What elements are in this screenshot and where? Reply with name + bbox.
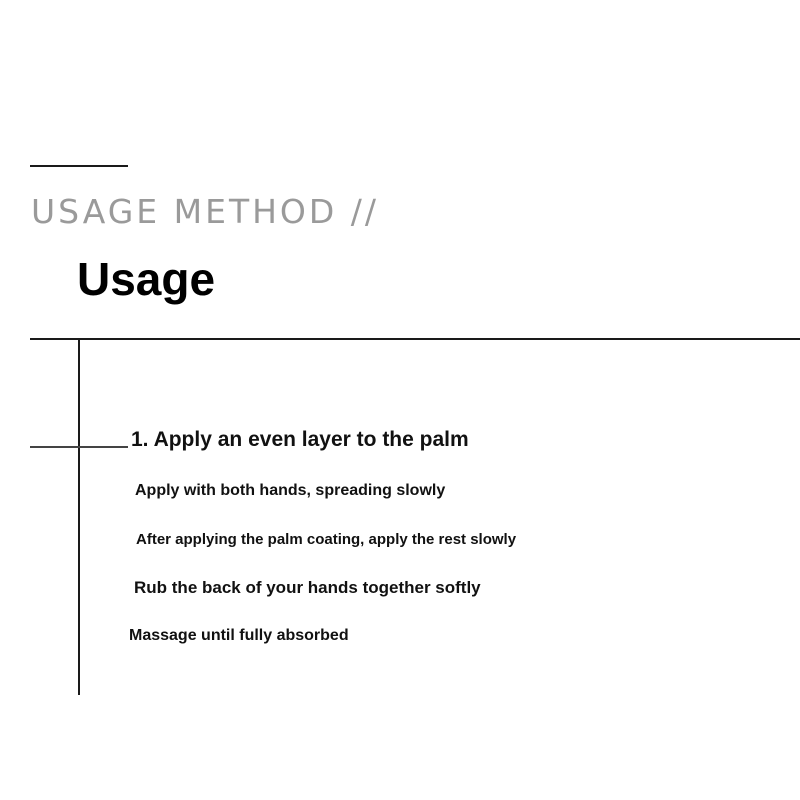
main-divider [30, 338, 800, 340]
section-eyebrow: USAGE METHOD // [31, 192, 380, 231]
usage-step-2: Apply with both hands, spreading slowly [135, 482, 446, 499]
vertical-divider [78, 339, 80, 695]
top-divider-short [30, 165, 128, 167]
step-marker-line [30, 446, 128, 448]
usage-step-5: Massage until fully absorbed [129, 627, 349, 644]
usage-step-3: After applying the palm coating, apply the rest slowly [136, 531, 517, 548]
usage-step-4: Rub the back of your hands together softly [134, 578, 481, 597]
usage-step-1: 1. Apply an even layer to the palm [131, 428, 469, 451]
page-title: Usage [77, 253, 216, 305]
